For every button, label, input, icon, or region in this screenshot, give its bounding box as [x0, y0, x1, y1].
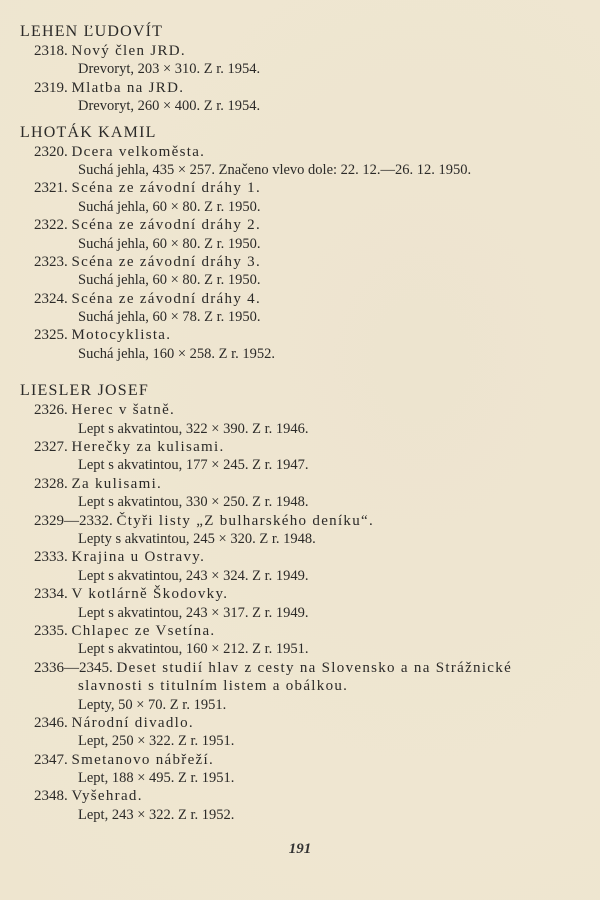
entry-number: 2334. [34, 586, 68, 603]
entry-detail: Suchá jehla, 60 × 80. Z r. 1950. [78, 198, 261, 215]
entry-title-text: Za kulisami. [71, 475, 163, 492]
entry-detail: Lept s akvatintou, 243 × 324. Z r. 1949. [78, 567, 309, 584]
entry-detail: Lepty s akvatintou, 245 × 320. Z r. 1948. [78, 530, 316, 547]
entry-detail: Suchá jehla, 60 × 80. Z r. 1950. [78, 235, 261, 252]
entry-title-text: Herec v šatně. [71, 402, 176, 419]
entry-title [20, 143, 590, 161]
entry-title-text: Vyšehrad. [71, 788, 143, 805]
entry-title-text: Motocyklista. [71, 327, 172, 344]
entry-detail: Drevoryt, 203 × 310. Z r. 1954. [78, 61, 261, 78]
entry-title-text: Scéna ze závodní dráhy 2. [71, 217, 262, 234]
entry-title [20, 475, 590, 493]
entry-number: 2333. [34, 549, 68, 566]
entry-detail: Suchá jehla, 435 × 257. Značeno vlevo dole: 22. 12.—26. 12. 1950. [78, 161, 472, 178]
entry-detail: Drevoryt, 260 × 400. Z r. 1954. [78, 98, 261, 115]
entry-title-text: Herečky za kulisami. [71, 439, 225, 456]
entry-title [20, 751, 590, 769]
entry-number: 2323. [34, 253, 68, 270]
entry-number: 2321. [34, 180, 68, 197]
entry-title-text: Mlatba na JRD. [71, 79, 185, 96]
entry-title [20, 326, 590, 344]
entry-number: 2348. [34, 788, 68, 805]
entry-title-text: Scéna ze závodní dráhy 4. [71, 290, 262, 307]
entry-detail: Suchá jehla, 60 × 80. Z r. 1950. [78, 272, 261, 289]
entry-title-text: Deset studií hlav z cesty na Slovensko a na Strážnické [116, 659, 513, 676]
artist-heading: LIESLER JOSEF [20, 382, 149, 400]
entry-title-text: Národní divadlo. [71, 714, 194, 731]
entry-detail: Lepty, 50 × 70. Z r. 1951. [78, 696, 227, 713]
entry-number: 2325. [34, 327, 68, 344]
entry-number: 2320. [34, 143, 68, 160]
entry-number: 2336—2345. [34, 659, 113, 676]
entry-detail: Lept s akvatintou, 330 × 250. Z r. 1948. [78, 494, 309, 511]
entry-number: 2346. [34, 714, 68, 731]
entry-detail: Lept s akvatintou, 322 × 390. Z r. 1946. [78, 420, 309, 437]
entry-title-text: Krajina u Ostravy. [71, 549, 206, 566]
entry-title [20, 585, 590, 603]
entry-title [20, 216, 590, 234]
entry-title-text: Scéna ze závodní dráhy 1. [71, 180, 262, 197]
entry-title [20, 787, 590, 805]
entry-detail: Lept s akvatintou, 177 × 245. Z r. 1947. [78, 457, 309, 474]
entry-title [20, 42, 590, 60]
entry-title-text: Dcera velkoměsta. [71, 143, 206, 160]
entry-title [20, 548, 590, 566]
entry-title [20, 290, 590, 308]
entry-number: 2318. [34, 43, 68, 59]
entry-number: 2326. [34, 402, 68, 419]
entry-number: 2335. [34, 622, 68, 639]
entry-detail: Suchá jehla, 60 × 78. Z r. 1950. [78, 309, 261, 326]
entry-number: 2347. [34, 751, 68, 768]
artist-heading: LHOTÁK KAMIL [20, 123, 157, 141]
entry-title [20, 79, 590, 97]
entry-number: 2322. [34, 217, 68, 234]
entry-detail: Suchá jehla, 160 × 258. Z r. 1952. [78, 345, 276, 362]
entry-detail: Lept s akvatintou, 160 × 212. Z r. 1951. [78, 641, 309, 658]
entry-title-text: V kotlárně Škodovky. [71, 586, 229, 603]
entry-title [20, 253, 590, 271]
entry-title [20, 438, 590, 456]
catalog-content [20, 22, 590, 824]
entry-title [20, 401, 590, 419]
entry-number: 2329—2332. [34, 512, 113, 529]
entry-number: 2319. [34, 79, 68, 96]
entry-title [20, 622, 590, 640]
entry-detail: Lept s akvatintou, 243 × 317. Z r. 1949. [78, 604, 309, 621]
entry-number: 2327. [34, 439, 68, 456]
entry-title [20, 512, 590, 530]
page-number: 191 [288, 841, 312, 857]
entry-title-text: Scéna ze závodní dráhy 3. [71, 253, 262, 270]
entry-title-continuation: slavnosti s titulním listem a obálkou. [78, 678, 349, 695]
entry-detail: Lept, 243 × 322. Z r. 1952. [78, 806, 235, 823]
entry-title-text: Nový člen JRD. [71, 43, 186, 59]
entry-title-text: Čtyři listy „Z bulharského deníku“. [116, 512, 375, 529]
entry-title [20, 179, 590, 197]
entry-number: 2328. [34, 475, 68, 492]
entry-title [20, 714, 590, 732]
entry-detail: Lept, 188 × 495. Z r. 1951. [78, 770, 235, 787]
entry-title-text: Smetanovo nábřeží. [71, 751, 215, 768]
entry-number: 2324. [34, 290, 68, 307]
entry-title [20, 659, 590, 677]
entry-title-text: Chlapec ze Vsetína. [71, 622, 216, 639]
entry-detail: Lept, 250 × 322. Z r. 1951. [78, 733, 235, 750]
artist-heading: LEHEN ĽUDOVÍT [20, 23, 164, 40]
